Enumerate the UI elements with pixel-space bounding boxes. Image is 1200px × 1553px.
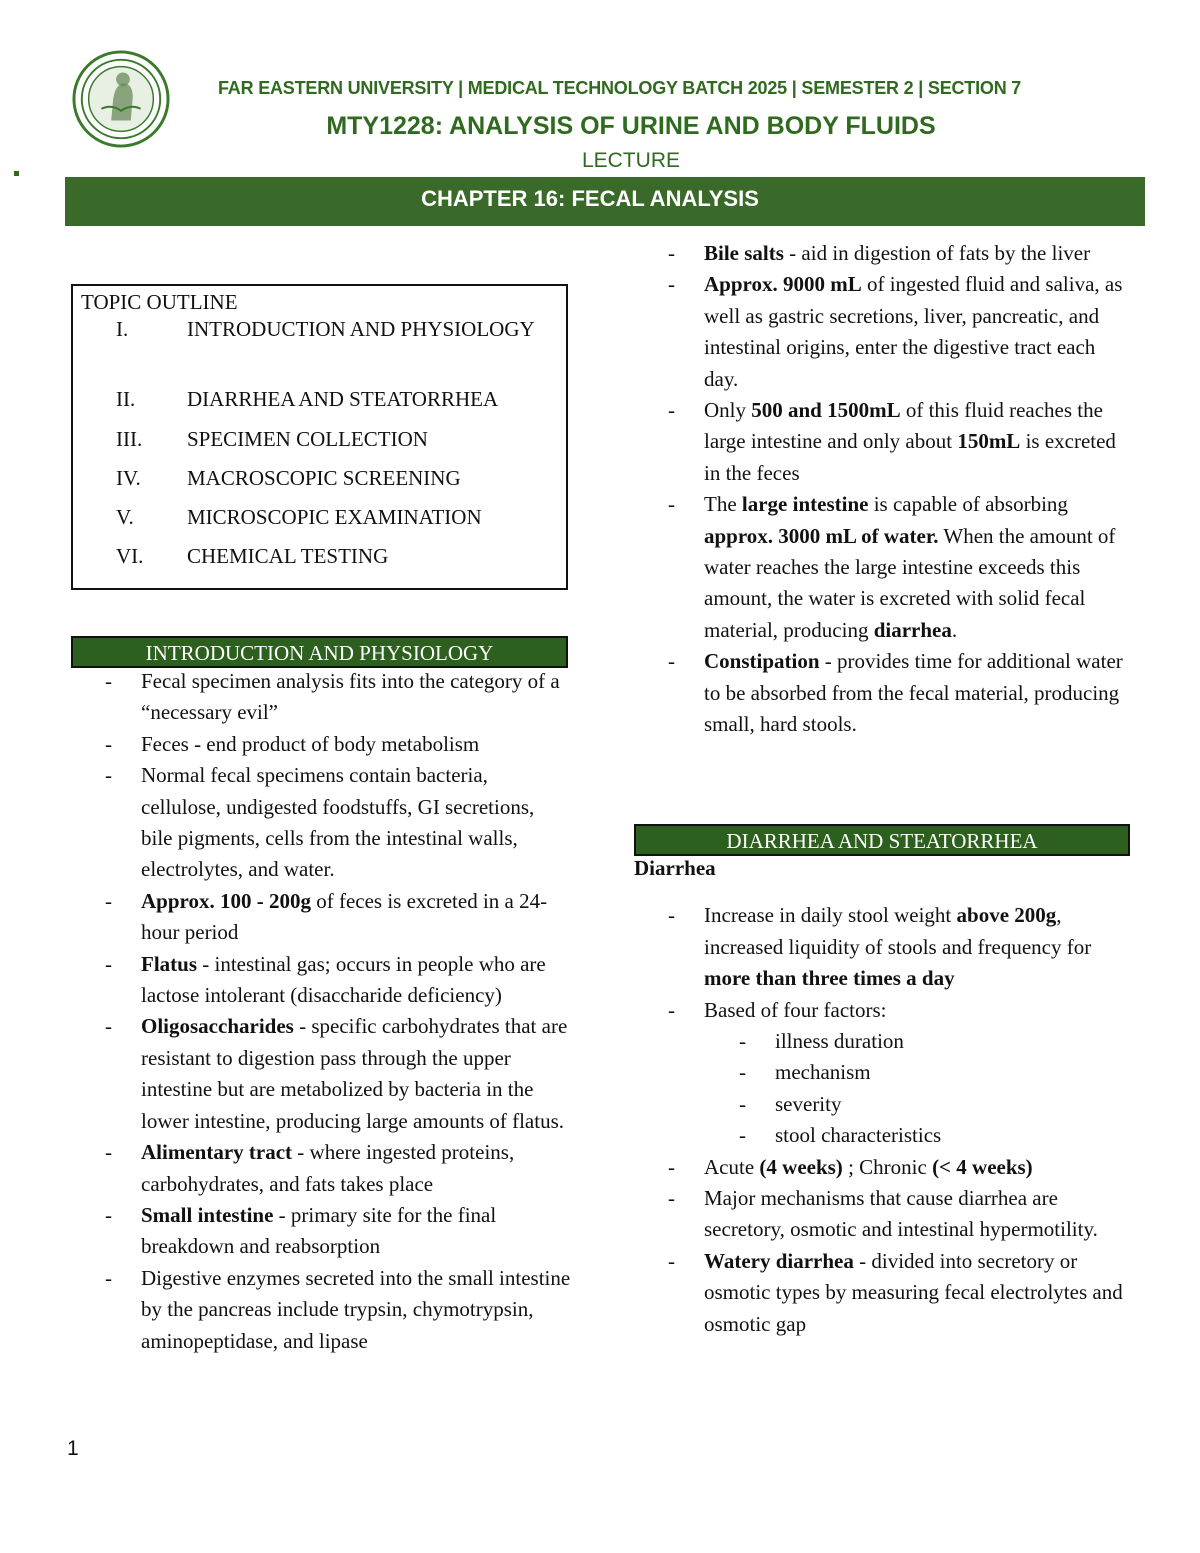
list-item: - Feces - end product of body metabolism — [71, 729, 571, 760]
list-item: - Acute (4 weeks) ; Chronic (< 4 weeks) — [634, 1152, 1134, 1183]
outline-text: CHEMICAL TESTING — [187, 544, 389, 568]
outline-text: MICROSCOPIC EXAMINATION — [187, 505, 482, 529]
course-title: MTY1228: ANALYSIS OF URINE AND BODY FLUIDS — [326, 112, 936, 140]
list-item: - Fecal specimen analysis fits into the category of a “necessary evil” — [71, 666, 571, 729]
list-item: - Oligosaccharides - specific carbohydrates that are resistant to digestion pass through the upper intestine but are metabolized by bacteria in the lower intestine, producing large amounts of flatus. — [71, 1011, 571, 1137]
physiology-list — [634, 238, 1134, 741]
list-item: - Watery diarrhea - divided into secretory or osmotic types by measuring fecal electrolytes and osmotic gap — [634, 1246, 1134, 1340]
list-item: - Based of four factors: — [634, 995, 1134, 1026]
outline-text: DIARRHEA AND STEATORRHEA — [187, 387, 499, 411]
subheading-diarrhea: Diarrhea — [634, 856, 716, 880]
list-item: - Normal fecal specimens contain bacteria, cellulose, undigested foodstuffs, GI secretions, bile pigments, cells from the intestinal walls, electrolytes, and water. — [71, 760, 571, 886]
outline-text: MACROSCOPIC SCREENING — [187, 466, 461, 490]
outline-text: INTRODUCTION AND PHYSIOLOGY — [187, 317, 535, 341]
outline-number: IV. — [116, 466, 141, 490]
list-item: - Flatus - intestinal gas; occurs in people who are lactose intolerant (disaccharide deficiency) — [71, 949, 571, 1012]
list-item: - The large intestine is capable of absorbing approx. 3000 mL of water. When the amount of water reaches the large intestine exceeds this amount, the water is excreted with solid fecal material, producing diarrhea. — [634, 489, 1134, 646]
list-item: - Approx. 9000 mL of ingested fluid and saliva, as well as gastric secretions, liver, pancreatic, and intestinal origins, enter the digestive tract each day. — [634, 269, 1134, 395]
list-item: - Bile salts - aid in digestion of fats by the liver — [634, 238, 1134, 269]
outline-number: VI. — [116, 544, 144, 568]
chapter-bar — [65, 177, 1145, 226]
page-number: 1 — [67, 1437, 79, 1460]
sub-list-item: - illness duration — [634, 1026, 1134, 1057]
lecture-label: LECTURE — [581, 149, 681, 172]
right-column-top — [634, 238, 1134, 741]
list-item: - Constipation - provides time for additional water to be absorbed from the fecal material, producing small, hard stools. — [634, 646, 1134, 740]
outline-number: II. — [116, 387, 136, 411]
list-item: - Alimentary tract - where ingested proteins, carbohydrates, and fats takes place — [71, 1137, 571, 1200]
sub-list-item: - stool characteristics — [634, 1120, 1134, 1151]
list-item: - Only 500 and 1500mL of this fluid reaches the large intestine and only about 150mL is excreted in the feces — [634, 395, 1134, 489]
chapter-title: CHAPTER 16: FECAL ANALYSIS — [421, 186, 759, 211]
outline-number: I. — [116, 317, 129, 341]
left-column — [71, 666, 571, 1357]
section-heading-diarrhea — [634, 824, 1130, 856]
outline-number: III. — [116, 427, 143, 451]
outline-number: V. — [116, 505, 134, 529]
university-line: FAR EASTERN UNIVERSITY | MEDICAL TECHNOLOGY BATCH 2025 | SEMESTER 2 | SECTION 7 — [218, 78, 1022, 98]
outline-text: SPECIMEN COLLECTION — [187, 427, 428, 451]
sub-list-item: - mechanism — [634, 1057, 1134, 1088]
section-heading-label: DIARRHEA AND STEATORRHEA — [726, 829, 1038, 853]
sub-list-item: - severity — [634, 1089, 1134, 1120]
list-item: - Digestive enzymes secreted into the small intestine by the pancreas include trypsin, chymotrypsin, aminopeptidase, and lipase — [71, 1263, 571, 1357]
list-item: - Major mechanisms that cause diarrhea are secretory, osmotic and intestinal hypermotility. — [634, 1183, 1134, 1246]
diarrhea-list — [634, 900, 1134, 1340]
section-heading-label: INTRODUCTION AND PHYSIOLOGY — [145, 641, 494, 665]
intro-list — [71, 666, 571, 1357]
list-item: - Approx. 100 - 200g of feces is excreted in a 24-hour period — [71, 886, 571, 949]
topic-outline — [71, 284, 568, 590]
list-item: - Small intestine - primary site for the final breakdown and reabsorption — [71, 1200, 571, 1263]
right-column-bottom — [634, 853, 1134, 1340]
outline-title: TOPIC OUTLINE — [81, 290, 238, 314]
section-heading-intro — [71, 636, 568, 668]
list-item: - Increase in daily stool weight above 200g, increased liquidity of stools and frequency for more than three times a day — [634, 900, 1134, 994]
